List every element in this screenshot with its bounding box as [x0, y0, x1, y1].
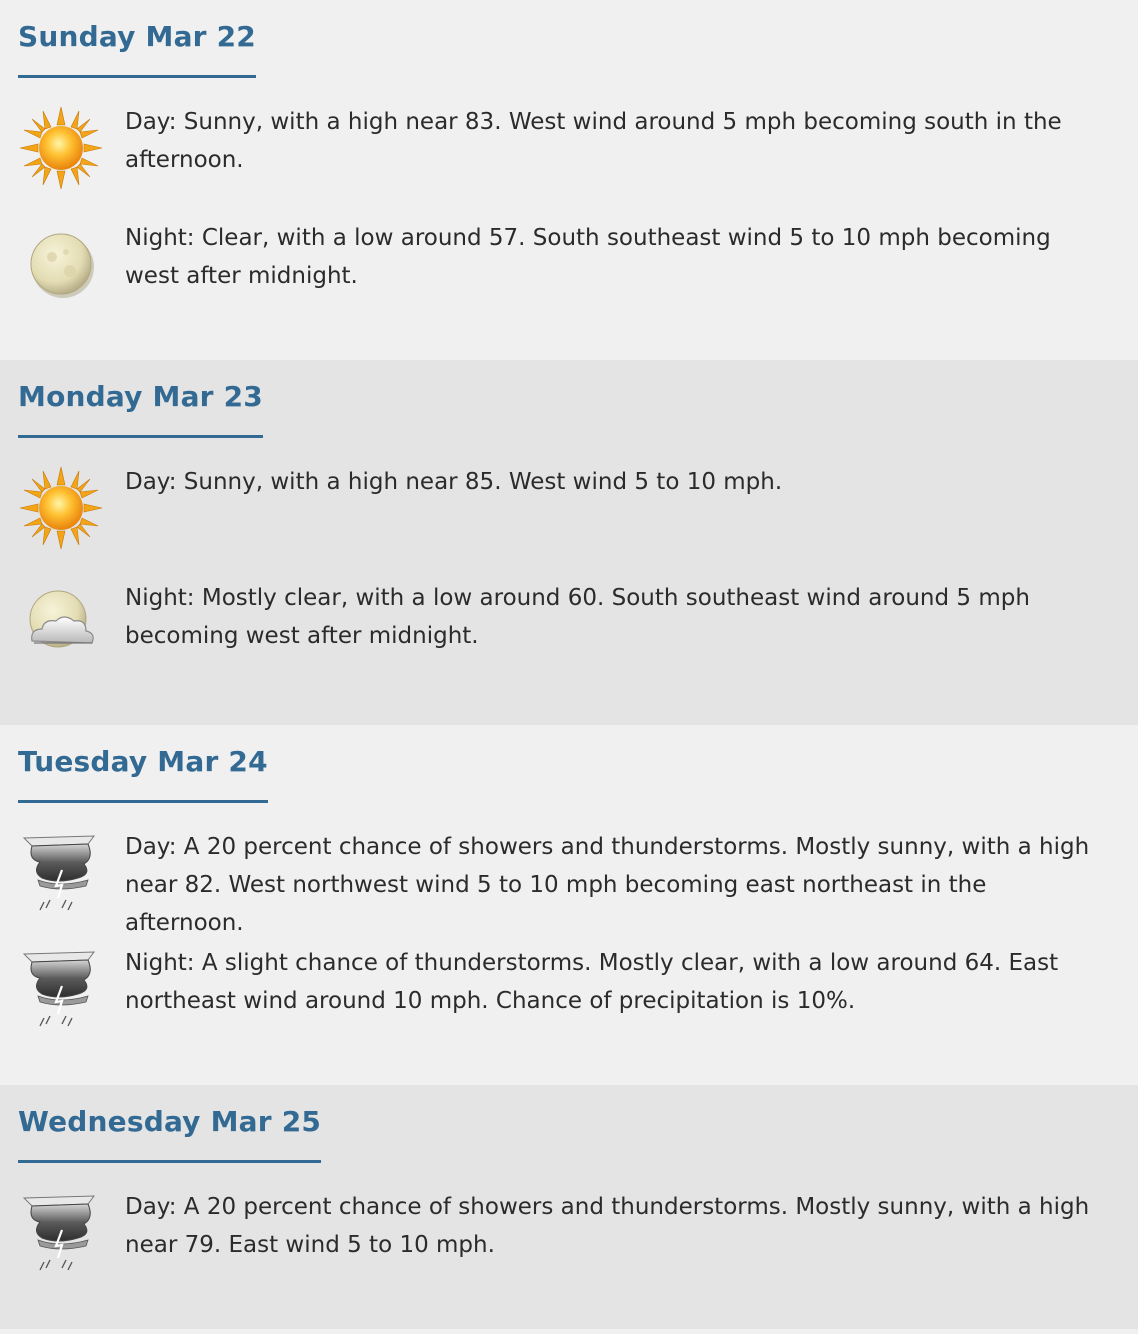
forecast-text: Day: A 20 percent chance of showers and thunderstorms. Mostly sunny, with a high near 82. West northwest wind 5 to 10 mph becoming east northeast in the afternoon.	[125, 834, 1090, 936]
thunderstorm-icon	[18, 946, 104, 1032]
sun-icon	[18, 105, 104, 191]
forecast-text: Night: Mostly clear, with a low around 60. South southeast wind around 5 mph becoming west after midnight.	[125, 585, 1030, 649]
moon-icon	[18, 221, 104, 307]
day-title: Wednesday Mar 25	[18, 1105, 321, 1163]
day-section-wednesday	[0, 1085, 1138, 1329]
forecast-text: Night: A slight chance of thunderstorms. Mostly clear, with a low around 64. East northeast wind around 10 mph. Chance of precipitation is 10%.	[125, 950, 1059, 1014]
forecast-period-night	[18, 578, 1138, 672]
forecast-period-night	[18, 943, 1138, 1037]
day-title: Tuesday Mar 24	[18, 745, 268, 803]
thunderstorm-icon	[18, 1190, 104, 1276]
day-section-tuesday	[0, 725, 1138, 1085]
forecast-period-day	[18, 1187, 1138, 1281]
moon-cloud-icon	[18, 581, 104, 667]
day-section-monday	[0, 360, 1138, 725]
forecast-period-day	[18, 827, 1138, 936]
forecast-period-day	[18, 102, 1138, 196]
forecast-period-day	[18, 462, 1138, 556]
day-title: Sunday Mar 22	[18, 20, 256, 78]
forecast-text: Day: Sunny, with a high near 83. West wind around 5 mph becoming south in the afternoon.	[125, 109, 1062, 173]
forecast-text: Day: Sunny, with a high near 85. West wind 5 to 10 mph.	[125, 469, 783, 495]
sun-icon	[18, 465, 104, 551]
forecast-text: Night: Clear, with a low around 57. South southeast wind 5 to 10 mph becoming west after midnight.	[125, 225, 1051, 289]
day-section-sunday	[0, 0, 1138, 360]
thunderstorm-icon	[18, 830, 104, 916]
day-title: Monday Mar 23	[18, 380, 263, 438]
forecast-text: Day: A 20 percent chance of showers and thunderstorms. Mostly sunny, with a high near 79. East wind 5 to 10 mph.	[125, 1194, 1090, 1258]
forecast-period-night	[18, 218, 1138, 312]
